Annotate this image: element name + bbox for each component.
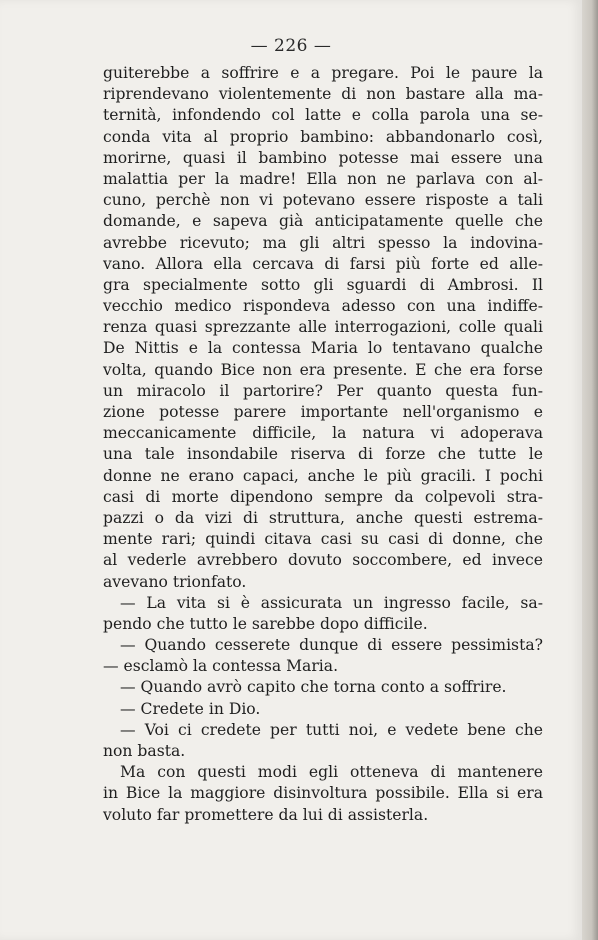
page-edge-shadow <box>582 0 598 940</box>
text-line: avevano trionfato. <box>103 572 247 591</box>
text-line: — esclamò la contessa Maria. <box>103 657 339 676</box>
text-line: — Credete in Dio. <box>120 699 261 718</box>
body-text <box>103 63 543 826</box>
text-line: domande, e sapeva già anticipatamente quelle che <box>103 212 543 231</box>
text-line: avrebbe ricevuto; ma gli altri spesso la indovina- <box>103 233 543 252</box>
page-number: — 226 — <box>250 36 332 56</box>
text-line: malattia per la madre! Ella non ne parlava con al- <box>103 169 543 188</box>
text-line: — La vita si è assicurata un ingresso facile, sa- <box>120 593 543 612</box>
text-line: renza quasi sprezzante alle interrogazioni, colle quali <box>103 318 543 337</box>
text-line: riprendevano violentemente di non bastare alla ma- <box>103 85 543 104</box>
text-line: un miracolo il partorire? Per quanto questa fun- <box>103 381 543 400</box>
text-line: gra specialmente sotto gli sguardi di Ambrosi. Il <box>103 275 543 294</box>
text-line: — Quando avrò capito che torna conto a soffrire. <box>120 678 507 697</box>
text-line: una tale insondabile riserva di forze che tutte le <box>103 445 543 464</box>
text-line: cuno, perchè non vi potevano essere risposte a tali <box>103 191 543 210</box>
text-line: al vederle avrebbero dovuto soccombere, ed invece <box>103 551 543 570</box>
text-line: pendo che tutto le sarebbe dopo difficile. <box>103 614 428 633</box>
text-line: donne ne erano capaci, anche le più gracili. I pochi <box>103 466 543 485</box>
text-line: — Quando cesserete dunque di essere pessimista? <box>120 636 543 655</box>
text-line: in Bice la maggiore disinvoltura possibile. Ella si era <box>103 784 543 803</box>
text-line: non basta. <box>103 742 186 760</box>
text-line: zione potesse parere importante nell'organismo e <box>103 403 543 421</box>
text-line: voluto far promettere da lui di assisterla. <box>103 805 429 824</box>
text-line: volta, quando Bice non era presente. E che era forse <box>103 360 543 379</box>
text-line: casi di morte dipendono sempre da colpevoli stra- <box>103 487 543 506</box>
text-line: De Nittis e la contessa Maria lo tentavano qualche <box>103 339 543 358</box>
text-line: — Voi ci credete per tutti noi, e vedete bene che <box>120 720 543 739</box>
text-line: morirne, quasi il bambino potesse mai essere una <box>103 148 543 167</box>
text-line: pazzi o da vizi di struttura, anche questi estrema- <box>103 508 543 527</box>
text-line: Ma con questi modi egli otteneva di mantenere <box>120 763 543 782</box>
text-line: conda vita al proprio bambino: abbandonarlo così, <box>103 127 543 146</box>
text-line: vecchio medico rispondeva adesso con una indiffe- <box>103 297 543 316</box>
text-line: meccanicamente difficile, la natura vi adoperava <box>103 424 543 443</box>
text-line: mente rari; quindi citava casi su casi di donne, che <box>103 530 543 549</box>
text-line: ternità, infondendo col latte e colla parola una se- <box>103 106 543 125</box>
text-line: guiterebbe a soffrire e a pregare. Poi le paure la <box>103 64 543 82</box>
text-line: vano. Allora ella cercava di farsi più forte ed alle- <box>103 254 543 273</box>
